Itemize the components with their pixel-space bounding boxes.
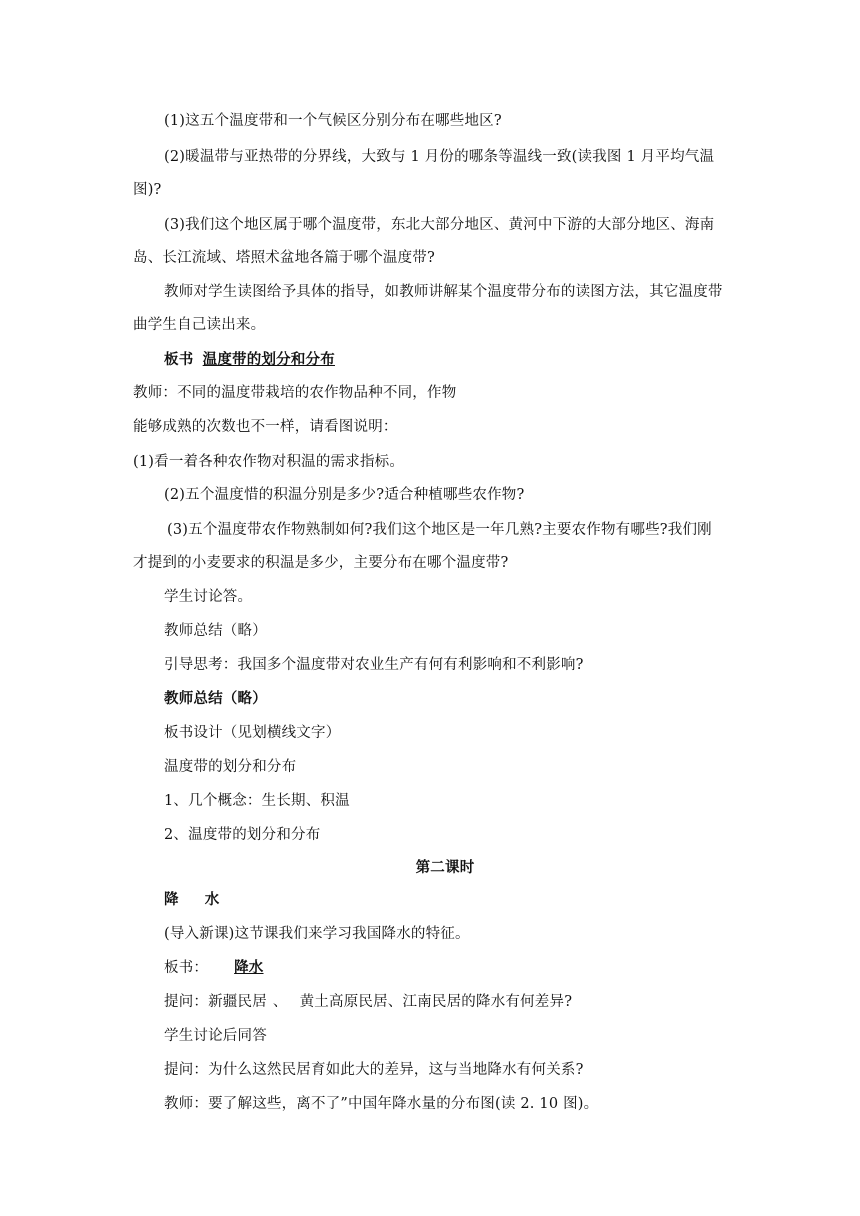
section-heading-char-1: 降 [164, 891, 179, 908]
lesson-intro: (导入新课)这节课我们来学习我国降水的特征。 [164, 926, 470, 942]
question-dwellings-part-3: 黄土高原民居、江南民居的降水有何差异? [299, 994, 573, 1010]
question-dwellings-part-2: 、 [272, 994, 288, 1010]
question-1: (1)这五个温度带和一个气候区分别分布在哪些地区? [164, 113, 502, 129]
teacher-summary-2: 教师总结（略） [164, 690, 267, 707]
teacher-remark-2: 教师：要了解这些，离不了”中国年降水量的分布图(读 2. 10 图)。 [164, 1096, 599, 1112]
section-heading-char-2: 水 [204, 891, 220, 908]
question-2-line-2: 图)? [133, 182, 162, 198]
guided-thinking: 引导思考：我国多个温度带对农业生产有何有利影响和不利影响? [164, 657, 584, 673]
outline-title: 温度带的划分和分布 [164, 759, 297, 775]
sub-question-3-line-1: (3)五个温度带农作物熟制如何?我们这个地区是一年几熟?主要农作物有哪些?我们刚 [167, 522, 712, 538]
teacher-remark-1b: 能够成熟的次数也不一样，请看图说明： [133, 419, 398, 435]
student-discussion-2: 学生讨论后同答 [164, 1028, 267, 1044]
teacher-remark-1: 教师：不同的温度带栽培的农作物品种不同，作物 [133, 385, 457, 401]
board-notes-title: 温度带的划分和分布 [202, 351, 335, 368]
student-discussion-1: 学生讨论答。 [164, 589, 253, 605]
question-2-line-1: (2)暖温带与亚热带的分界线，大致与 1 月份的哪条等温线一致(读我图 1 月平均气温 [164, 149, 715, 165]
sub-question-3-line-2: 才提到的小麦要求的积温是多少，主要分布在哪个温度带? [133, 555, 509, 571]
question-3-line-1: (3)我们这个地区属于哪个温度带，东北大部分地区、黄河中下游的大部分地区、海南 [164, 217, 715, 233]
sub-question-2: (2)五个温度惜的积温分别是多少?适合种植哪些农作物? [164, 487, 525, 503]
section-heading-precipitation [164, 890, 860, 910]
guidance-line-2: 曲学生自己读出来。 [133, 317, 266, 333]
board-notes-heading [164, 350, 860, 370]
question-dwellings [164, 992, 860, 1012]
teacher-summary-1: 教师总结（略） [164, 623, 267, 639]
question-why: 提问：为什么这然民居育如此大的差异，这与当地降水有何关系? [164, 1062, 584, 1078]
outline-item-2: 2、温度带的划分和分布 [164, 827, 321, 843]
board-notes-2-label: 板书： [164, 960, 209, 976]
sub-question-1: (1)看一着各种农作物对积温的需求指标。 [133, 454, 405, 470]
board-notes-2-title: 降水 [234, 959, 264, 976]
outline-item-1: 1、几个概念：生长期、积温 [164, 793, 350, 809]
lesson-2-heading: 第二课时 [415, 859, 475, 876]
question-3-line-2: 岛、长江流域、塔照术盆地各篇于哪个温度带? [133, 250, 435, 266]
board-notes-2 [164, 958, 860, 978]
question-dwellings-part-1: 提问：新疆民居 [164, 994, 267, 1010]
board-design: 板书设计（见划横线文字） [164, 725, 341, 741]
guidance-line-1: 教师对学生读图给予具体的指导，如教师讲解某个温度带分布的读图方法，其它温度带 [164, 284, 723, 300]
board-notes-label: 板书 [164, 351, 194, 368]
